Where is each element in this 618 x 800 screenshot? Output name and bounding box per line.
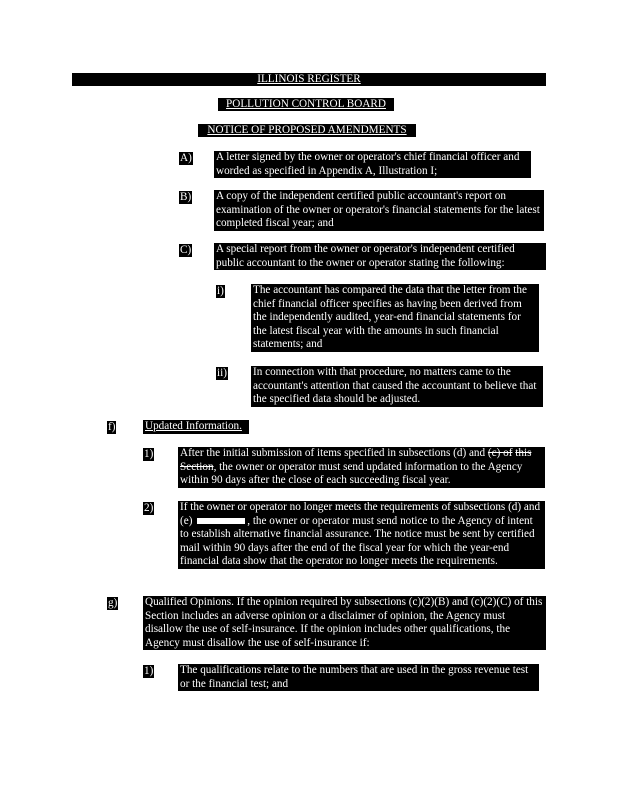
section-f-heading: Updated Information. [143,420,249,434]
notice-title: NOTICE OF PROPOSED AMENDMENTS [198,124,416,137]
item-c-text: A special report from the owner or operator's independent certified public accountant to the owner or operator stating the following: [214,243,546,270]
item-ii-text: In connection with that procedure, no matters came to the accountant's attention that caused the accountant to believe that the specified data should be adjusted. [251,366,543,407]
item-a-marker: A) [180,152,192,164]
item-i-marker: i) [217,285,224,297]
item-g1-text: The qualifications relate to the numbers that are used in the gross revenue test or the financial test; and [178,664,539,691]
item-f1-marker: 1) [144,448,154,460]
item-c-marker: C) [180,244,192,256]
item-f2-text: If the owner or operator no longer meets the requirements of subsections (d) and (e) , the owner or operator must send notice to the Agency of intent to establish alternative financial assurance. The notice must be sent by certified mail within 90 days after the end of the fiscal year for which the year-end financial data show that the operator no longer meets the requirements. [178,501,545,569]
register-title: ILLINOIS REGISTER [72,73,546,86]
item-f2-marker: 2) [144,502,154,514]
item-i-text: The accountant has compared the data that the letter from the chief financial officer specifies as having been derived from the independently audited, year-end financial statements for the latest fiscal year with the amounts in such financial statements; and [251,284,539,352]
item-a-text: A letter signed by the owner or operator's chief financial officer and worded as specified in Appendix A, Illustration I; [214,151,531,178]
section-g-text: Qualified Opinions. If the opinion required by subsections (c)(2)(B) and (c)(2)(C) of this Section includes an adverse opinion or a disclaimer of opinion, the Agency must disallow the use of self-insurance. If the opinion includes other qualifications, the Agency must disallow the use of self-insurance if: [143,596,546,650]
board-title: POLLUTION CONTROL BOARD [218,98,394,111]
item-b-marker: B) [180,191,192,203]
section-g-marker: g) [108,597,118,609]
redaction-mark [197,518,245,524]
item-ii-marker: ii) [217,367,227,379]
section-f-marker: f) [108,421,116,433]
item-g1-marker: 1) [144,665,154,677]
item-f1-text: After the initial submission of items specified in subsections (d) and (c) of this Section, the owner or operator must send updated information to the Agency within 90 days after the close of each succeeding fiscal year. [178,447,545,488]
item-b-text: A copy of the independent certified public accountant's report on examination of the owner or operator's financial statements for the latest completed fiscal year; and [214,190,544,231]
